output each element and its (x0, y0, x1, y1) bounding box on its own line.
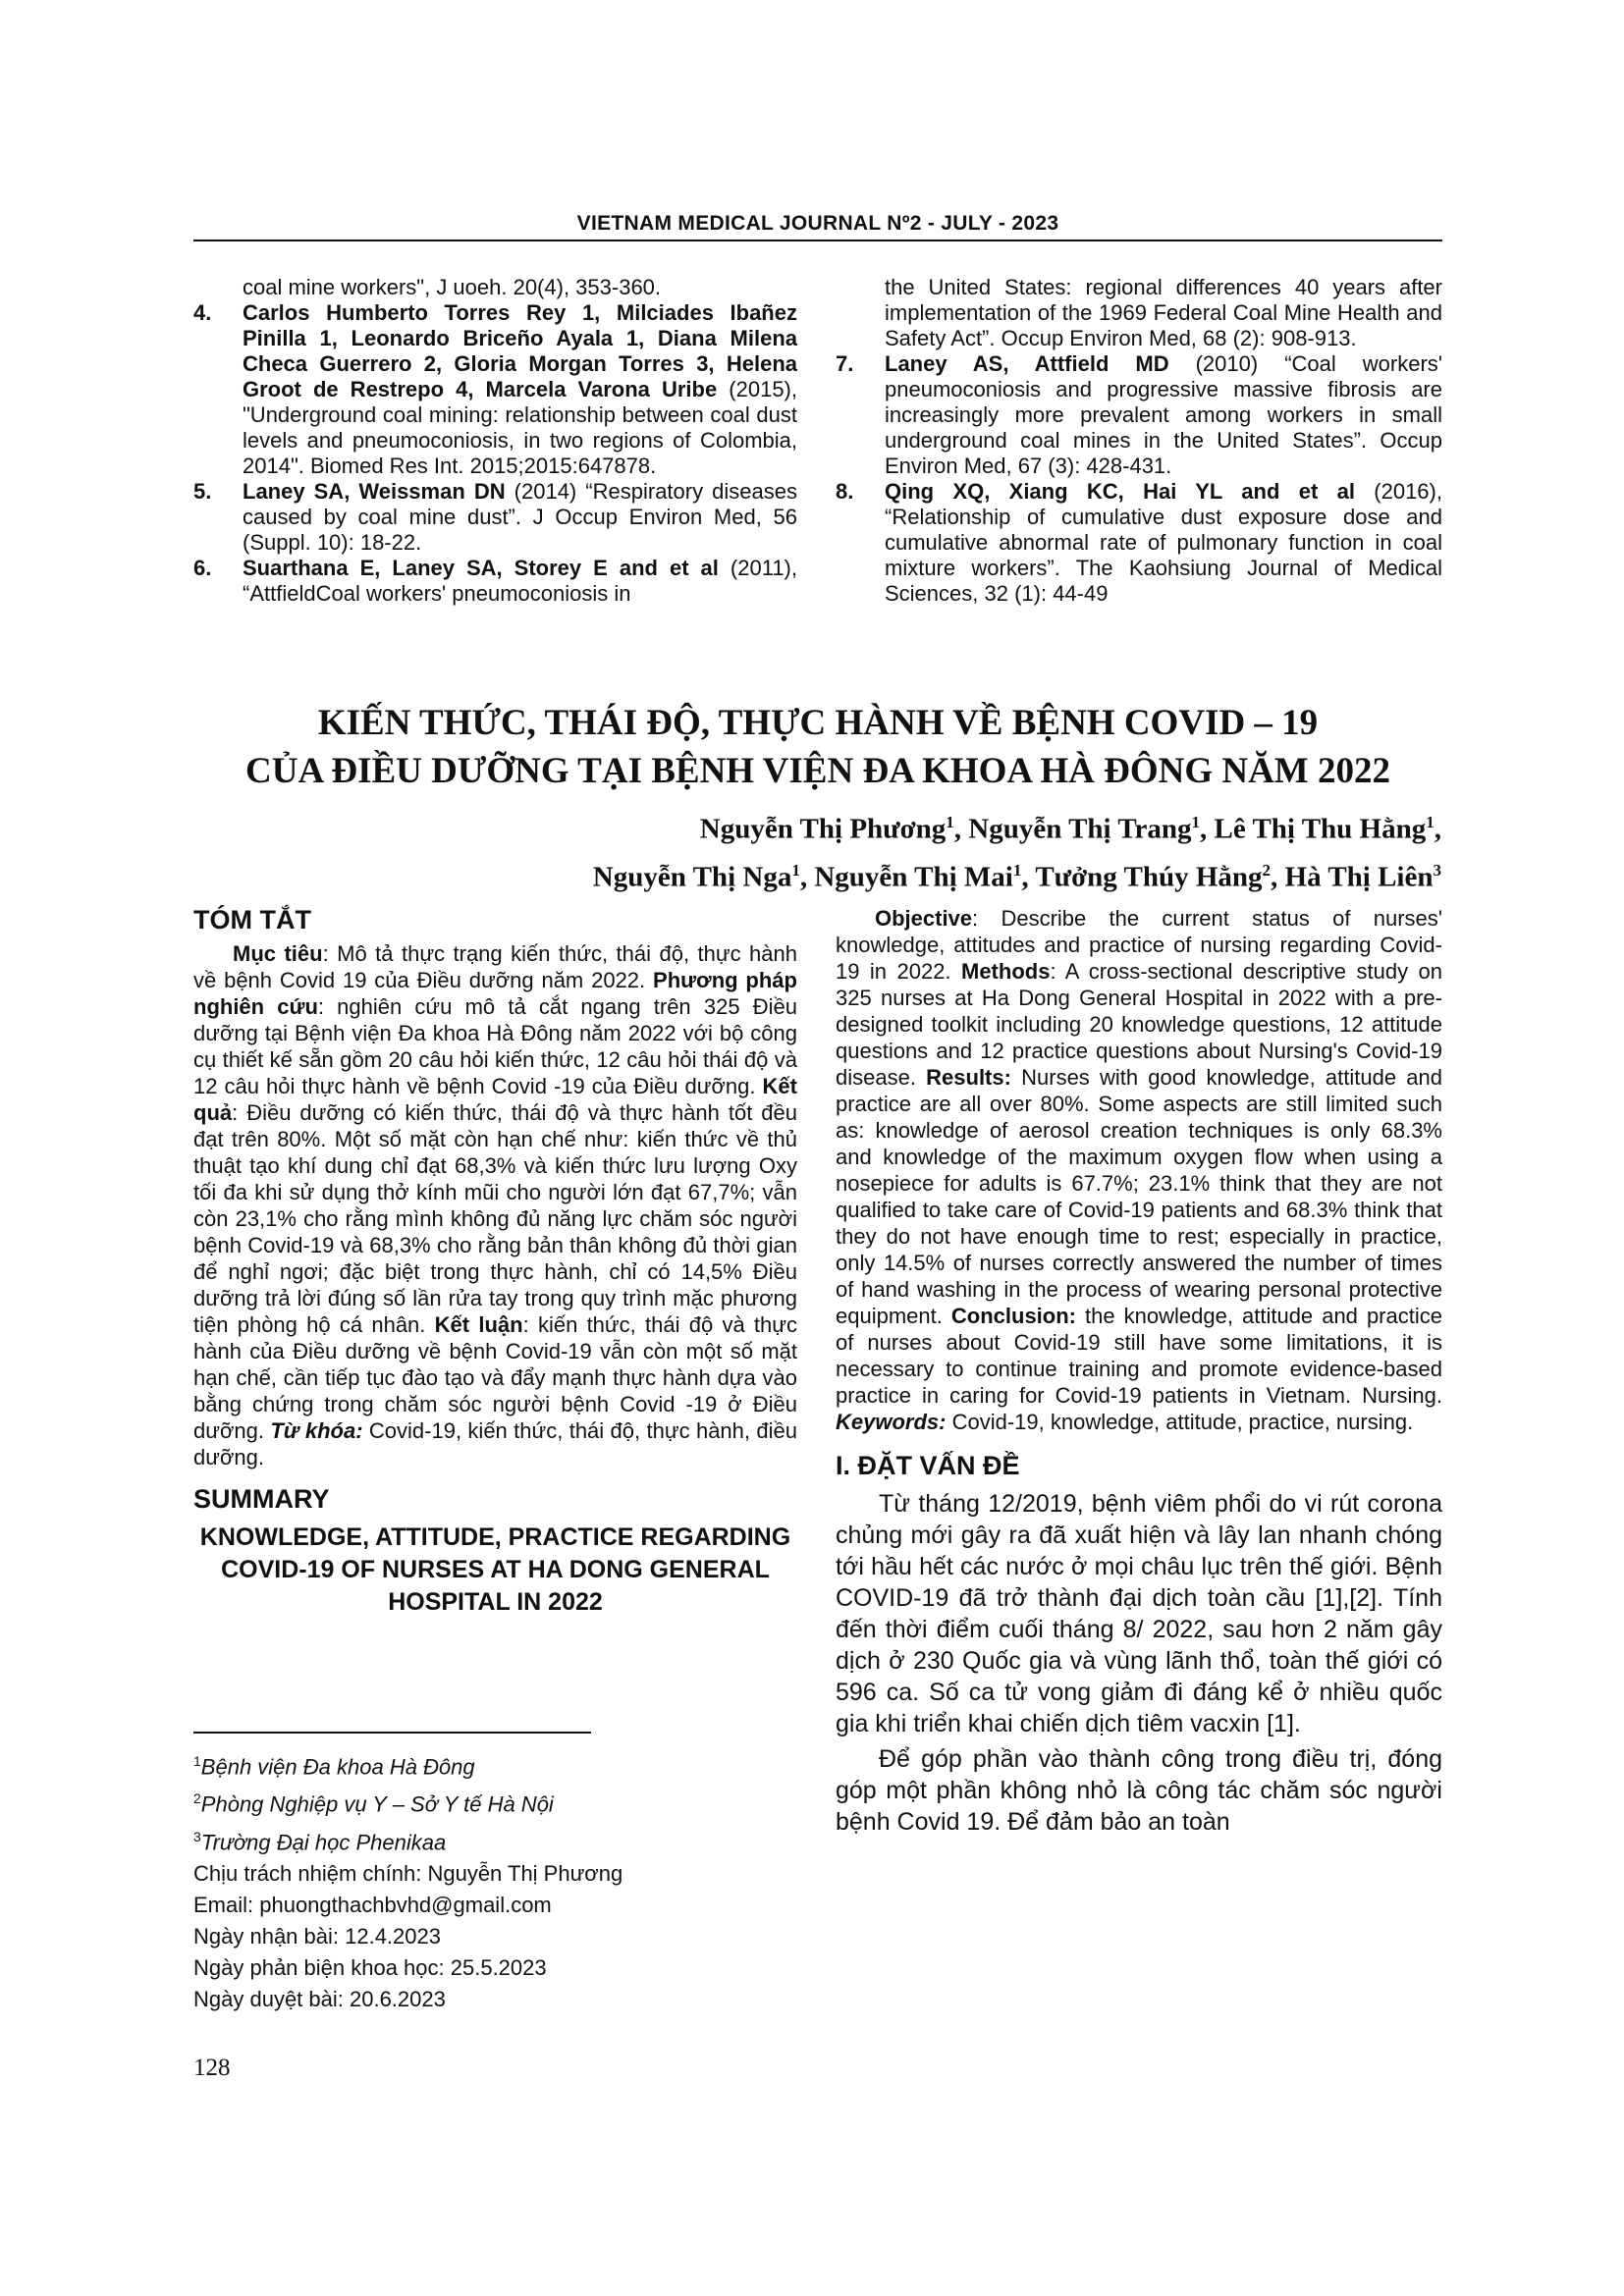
reference-text: the United States: regional differences 40 years after implementation of the 1969 Federal Coal Mine Health and Safety Act”. Occup Environ Med, 68 (2): 908-913. (885, 275, 1442, 350)
footnote-rule (193, 1732, 591, 1734)
author-affiliation: 1 (791, 860, 800, 880)
corresponding-author: Chịu trách nhiệm chính: Nguyễn Thị Phương (193, 1860, 623, 1886)
author-affiliation: 2 (1262, 860, 1272, 880)
results-text: Nurses with good knowledge, attitude and practice are all over 80%. Some aspects are still limited such as: knowledge of aerosol creation techniques is only 68.3% and knowledge of the maximum oxygen flow when using a nosepiece for adults is 67.7%; 23.1% think that they are not qualified to take care of Covid-19 patients and 68.3% think that they do not have enough time to rest; especially in practice, only 14.5% of nurses correctly answered the number of times of hand washing in the process of wearing personal protective equipment. (836, 1065, 1442, 1328)
reference-number: 5. (193, 479, 212, 504)
keywords-text: Covid-19, knowledge, attitude, practice, nursing. (946, 1410, 1414, 1434)
methods-label: Methods (961, 959, 1051, 984)
footnote-text: Bệnh viện Đa khoa Hà Đông (200, 1754, 475, 1780)
author-name: Nguyễn Thị Mai (814, 861, 1013, 893)
body-paragraph: Từ tháng 12/2019, bệnh viêm phổi do vi rút corona chủng mới gây ra đã xuất hiện và lây lan nhanh chóng tới hầu hết các nước ở mọi châu lục trên thế giới. Bệnh COVID-19 đã trở thành đại dịch toàn cầu [1],[2]. Tính đến thời điểm cuối tháng 8/ 2022, sau hơn 2 năm gây dịch ở 230 Quốc gia và vùng lãnh thổ, toàn thế giới có 596 ca. Số ca tử vong giảm đi đáng kể ở nhiều quốc gia khi triển khai chiến dịch tiêm vacxin [1]. (836, 1490, 1442, 1737)
footnote-number: 3 (193, 1828, 201, 1844)
abstract-en-column (836, 905, 1442, 1838)
reference-text: (2010) “Coal workers' pneumoconiosis and progressive massive fibrosis are increasingly more prevalent among workers in small underground coal mines in the United States”. Occup Environ Med, 67 (3): 428-431. (885, 351, 1442, 478)
authors-line-1 (393, 802, 1441, 850)
author-name: Nguyễn Thị Nga (592, 861, 792, 893)
author-name: Hà Thị Liên (1284, 861, 1434, 893)
affiliation-footnote (193, 1745, 797, 1783)
references-right (836, 275, 1442, 607)
affiliation-footnote (193, 1783, 797, 1820)
reference-authors: Suarthana E, Laney SA, Storey E and et al (243, 556, 719, 580)
reference-number: 8. (836, 479, 854, 504)
reference-number: 6. (193, 556, 212, 580)
footnotes (193, 1745, 797, 2015)
reviewed-date: Ngày phản biện khoa học: 25.5.2023 (193, 1954, 547, 1980)
body-paragraph: Để góp phần vào thành công trong điều trị, đóng góp một phần không nhỏ là công tác chăm sóc người bệnh Covid 19. Để đảm bảo an toàn (836, 1745, 1442, 1836)
reference-item (836, 275, 1442, 351)
reference-number: 4. (193, 300, 212, 325)
reference-text: (2016), “Relationship of cumulative dust exposure dose and cumulative abnormal rate of pulmonary function in coal mixture workers”. The Kaohsiung Journal of Medical Sciences, 32 (1): 44-49 (885, 479, 1442, 606)
summary-title: KNOWLEDGE, ATTITUDE, PRACTICE REGARDING COVID-19 OF NURSES AT HA DONG GENERAL HOSPITAL IN 2022 (199, 1523, 791, 1616)
abstract-vi-heading: TÓM TẮT (193, 905, 311, 934)
author-separator: , (1271, 861, 1285, 893)
keywords-text: Covid-19, kiến thức, thái độ, thực hành, điều dưỡng. (193, 1418, 797, 1469)
summary-heading: SUMMARY (193, 1484, 330, 1514)
conclusion-label: Kết luận (434, 1312, 523, 1337)
reference-text: (2011), “AttfieldCoal workers' pneumoconiosis in (243, 556, 797, 606)
results-label: Kết quả (193, 1074, 797, 1125)
objective-label: Mục tiêu (233, 941, 323, 966)
header-rule (193, 240, 1442, 241)
accepted-date: Ngày duyệt bài: 20.6.2023 (193, 1986, 446, 2011)
footnote-text: Phòng Nghiệp vụ Y – Sở Y tế Hà Nội (200, 1791, 554, 1817)
reference-item (193, 275, 797, 300)
methods-text: : nghiên cứu mô tả cắt ngang trên 325 Điều dưỡng tại Bệnh viện Đa khoa Hà Đông năm 2022 với bộ công cụ thiết kế sẵn gồm 20 câu hỏi kiến thức, 12 câu hỏi thái độ và 12 câu hỏi thực hành về bệnh Covid -19 của Điều dưỡng. (193, 994, 797, 1098)
conclusion-text: the knowledge, attitude and practice of nurses about Covid-19 still have some limitations, it is necessary to continue training and promote evidence-based practice in caring for Covid-19 patients in Vietnam. Nursing. (836, 1304, 1442, 1408)
reference-text: coal mine workers", J uoeh. 20(4), 353-360. (243, 275, 662, 299)
author-affiliation: 1 (946, 813, 954, 831)
email: Email: phuongthachbvhd@gmail.com (193, 1892, 552, 1917)
author-name: Tưởng Thúy Hằng (1035, 861, 1263, 893)
authors-line-2 (393, 850, 1441, 898)
references-left (193, 275, 797, 607)
reference-authors: Carlos Humberto Torres Rey 1, Milciades Ibañez Pinilla 1, Leonardo Briceño Ayala 1, Diana Milena Checa Guerrero 2, Gloria Morgan Torres 3, Helena Groot de Restrepo 4, Marcela Varona Uribe (243, 300, 797, 401)
abstract-vi-column (193, 903, 797, 1619)
title-line-1: KIẾN THỨC, THÁI ĐỘ, THỰC HÀNH VỀ BỆNH COVID – 19 (317, 703, 1319, 743)
author-separator: , (1200, 813, 1215, 845)
keywords-label: Từ khóa: (270, 1418, 363, 1443)
author-separator: , (1021, 861, 1036, 893)
author-name: Lê Thị Thu Hằng (1214, 813, 1427, 845)
objective-text: : Describe the current status of nurses' knowledge, attitudes and practice of nursing regarding Covid-19 in 2022. (836, 906, 1442, 984)
author-affiliation: 1 (1012, 860, 1022, 880)
reference-authors: Laney SA, Weissman DN (243, 479, 506, 504)
reference-authors: Laney AS, Attfield MD (885, 351, 1169, 376)
author-affiliation: 1 (1426, 813, 1435, 831)
objective-text: : Mô tả thực trạng kiến thức, thái độ, thực hành về bệnh Covid 19 của Điều dưỡng năm 2022. (193, 941, 797, 992)
reference-text: (2015), "Underground coal mining: relationship between coal dust levels and pneumoconiosis, in two regions of Colombia, 2014". Biomed Res Int. 2015;2015:647878. (243, 377, 797, 478)
page-number: 128 (193, 2055, 231, 2081)
conclusion-label: Conclusion: (950, 1304, 1076, 1328)
author-name: Nguyễn Thị Phương (699, 813, 947, 845)
abstract-vi-body (193, 940, 797, 1470)
author-affiliation: 1 (1191, 813, 1201, 831)
reference-item (836, 479, 1442, 607)
journal-header: VIETNAM MEDICAL JOURNAL Nº2 - JULY - 2023 (576, 212, 1059, 235)
reference-authors: Qing XQ, Xiang KC, Hai YL and et al (885, 479, 1355, 504)
results-label: Results: (926, 1065, 1011, 1090)
author-affiliation: 3 (1433, 860, 1441, 880)
footnote-number: 2 (193, 1790, 201, 1807)
reference-item (193, 479, 797, 556)
footnote-text: Trường Đại học Phenikaa (200, 1829, 447, 1854)
methods-label: Phương pháp nghiên cứu (193, 968, 797, 1019)
reference-item (836, 351, 1442, 479)
reference-text: (2014) “Respiratory diseases caused by coal mine dust”. J Occup Environ Med, 56 (Suppl. 10): 18-22. (243, 479, 797, 555)
affiliation-footnote (193, 1821, 797, 1858)
methods-text: : A cross-sectional descriptive study on 325 nurses at Ha Dong General Hospital in 2022 with a pre-designed toolkit including 20 knowledge questions, 12 attitude questions and 12 practice questions about Nursing's Covid-19 disease. (836, 959, 1442, 1090)
footnote-number: 1 (193, 1753, 201, 1769)
results-text: : Điều dưỡng có kiến thức, thái độ và thực hành tốt đều đạt trên 80%. Một số mặt còn hạn chế như: kiến thức về thủ thuật tạo khí dung chỉ đạt 68,3% và kiến thức lưu lượng Oxy tối đa khi sử dụng thở kính mũi cho người lớn đạt 67,7%; vẫn còn 23,1% cho rằng mình không đủ năng lực chăm sóc người bệnh Covid-19 và 68,3% cho rằng bản thân không đủ thời gian để nghỉ ngơi; đặc biệt trong thực hành, chỉ có 14,5% Điều dưỡng trả lời đúng số lần rửa tay trong quy trình mặc phương tiện phòng hộ cá nhân. (193, 1100, 797, 1337)
conclusion-text: : kiến thức, thái độ và thực hành của Điều dưỡng về bệnh Covid-19 vẫn còn một số mặt hạn chế, cần tiếp tục đào tạo và đẩy mạnh thực hành dựa vào bằng chứng trong chăm sóc người bệnh Covid -19 ở Điều dưỡng. (193, 1312, 797, 1443)
author-separator: , (799, 861, 815, 893)
section-heading: I. ĐẶT VẤN ĐỀ (836, 1451, 1020, 1480)
author-separator: , (1434, 813, 1441, 845)
reference-item (193, 300, 797, 479)
received-date: Ngày nhận bài: 12.4.2023 (193, 1923, 441, 1949)
objective-label: Objective (875, 906, 973, 931)
author-name: Nguyễn Thị Trang (968, 813, 1192, 845)
author-list (393, 802, 1441, 897)
reference-number: 7. (836, 351, 854, 376)
reference-item (193, 556, 797, 607)
keywords-label: Keywords: (836, 1410, 947, 1434)
abstract-en-body (836, 905, 1442, 1435)
article-title (193, 699, 1442, 795)
title-line-2: CỦA ĐIỀU DƯỠNG TẠI BỆNH VIỆN ĐA KHOA HÀ ĐÔNG NĂM 2022 (245, 751, 1390, 791)
author-separator: , (953, 813, 969, 845)
